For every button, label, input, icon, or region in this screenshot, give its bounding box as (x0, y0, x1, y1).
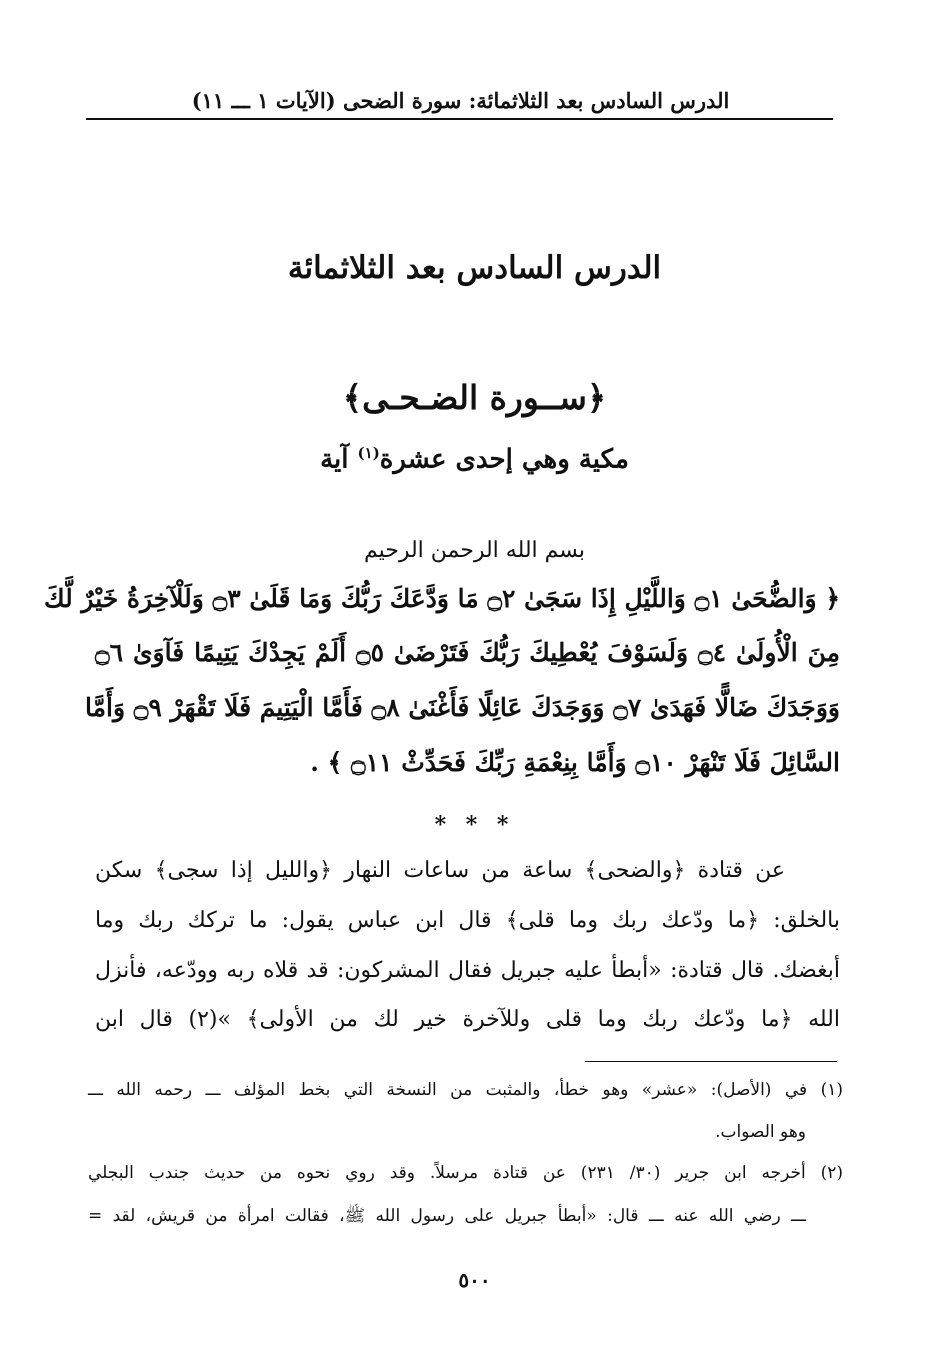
ayah-line: مِنَ الْأُولَىٰ ۝٤ وَلَسَوْفَ يُعْطِيكَ رَبُّكَ فَتَرْضَىٰ ۝٥ أَلَمْ يَجِدْكَ يَتِيمًا فَآوَىٰ ۝٦ (95, 638, 841, 667)
basmala: بسم الله الرحمن الرحيم (363, 538, 586, 563)
surah-subtitle (0, 444, 949, 475)
ayah-line: السَّائِلَ فَلَا تَنْهَرْ ۝١٠ وَأَمَّا بِنِعْمَةِ رَبِّكَ فَحَدِّثْ ۝١١ ﴾ . (310, 748, 840, 777)
lesson-title: الدرس السادس بعد الثلاثمائة (287, 250, 662, 286)
footnote-2-continued: ـــ رضي الله عنه ـــ قال: «أبطأ جبريل على رسول الله ﷺ، فقالت امرأة من قريش، لقد = (88, 1206, 806, 1226)
footnote-1 (88, 1080, 843, 1114)
footnote-number: (٢) (820, 1163, 843, 1183)
ayah-line: وَوَجَدَكَ ضَالًّا فَهَدَىٰ ۝٧ وَوَجَدَكَ عَائِلًا فَأَغْنَىٰ ۝٨ فَأَمَّا الْيَتِيمَ فَلَا تَقْهَرْ ۝٩ وَأَمَّا (85, 693, 840, 722)
header-divider (86, 118, 833, 120)
footnote-marker: (١) (357, 444, 380, 462)
body-text-line: الله ﴿ما ودّعك ربك وما قلى وللآخرة خير لك من الأولى﴾ »(٢) قال ابن (95, 1007, 840, 1032)
footnote-2 (88, 1163, 843, 1197)
footnote-divider (585, 1061, 837, 1062)
footnote-text: في (الأصل): «عشر» وهو خطأ، والمثبت من النسخة التي بخط المؤلف ـــ رحمه الله ـــ (88, 1080, 808, 1100)
running-head: الدرس السادس بعد الثلاثمائة: سورة الضحى (الآيات ١ ـــ ١١) (191, 88, 730, 113)
surah-title: ﴿ســورة الضـحـى﴾ (342, 378, 607, 417)
body-text-line: أبغضك. قال قتادة: «أبطأ عليه جبريل فقال المشركون: قد قلاه ربه وودّعه، فأنزل (95, 958, 840, 983)
body-text-line: عن قتادة ﴿والضحى﴾ ساعة من ساعات النهار ﴿والليل إذا سجى﴾ سكن (95, 858, 786, 883)
footnote-text: أخرجه ابن جرير (٣٠/ ٢٣١) عن قتادة مرسلاً. وقد روي نحوه من حديث جندب البجلي (88, 1163, 806, 1183)
surah-subtitle-text: مكية وهي إحدى عشرة (379, 444, 629, 475)
ayah-line: ﴿ وَالضُّحَىٰ ۝١ وَاللَّيْلِ إِذَا سَجَىٰ ۝٢ مَا وَدَّعَكَ رَبُّكَ وَمَا قَلَىٰ ۝٣ وَلَلْآخِرَةُ خَيْرٌ لَّكَ (44, 584, 840, 613)
surah-subtitle-suffix: آية (320, 444, 358, 475)
footnote-1-continued: وهو الصواب. (715, 1122, 806, 1142)
page-number: ٥٠٠ (458, 1268, 491, 1292)
body-text-line: بالخلق: ﴿ما ودّعك ربك وما قلى﴾ قال ابن عباس يقول: ما تركك ربك وما (95, 908, 841, 933)
footnote-number: (١) (820, 1080, 843, 1100)
section-separator: * * * (434, 812, 515, 838)
